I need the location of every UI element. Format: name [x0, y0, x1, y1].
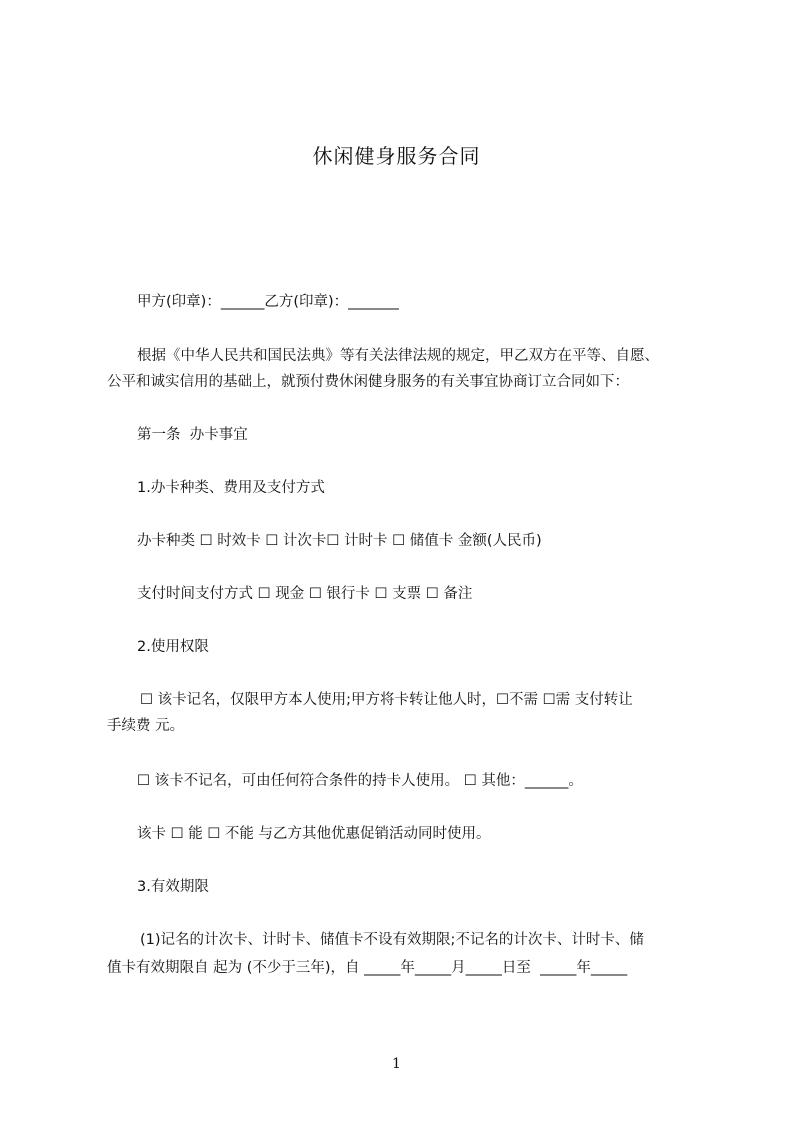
page-title: 休闲健身服务合同 [312, 144, 481, 168]
unnamed-card-line: ☐ 该卡不记名，可由任何符合条件的持卡人使用。 ☐ 其他：______。 [137, 773, 583, 789]
preamble-line-2: 公平和诚实信用的基础上，就预付费休闲健身服务的有关事宜协商订立合同如下： [107, 374, 629, 390]
preamble-line-1: 根据《中华人民共和国民法典》等有关法律法规的规定，甲乙双方在平等、自愿、 [137, 348, 659, 364]
item-3-heading: 3.有效期限 [137, 879, 209, 895]
validity-line-2: 值卡有效期限自 起为 (不少于三年)，自 _____年_____月_____日至 _____年_____ [107, 960, 628, 976]
payment-line: 支付时间支付方式 ☐ 现金 ☐ 银行卡 ☐ 支票 ☐ 备注 [137, 586, 473, 602]
page-number: 1 [392, 1056, 401, 1072]
card-types-line: 办卡种类 ☐ 时效卡 ☐ 计次卡☐ 计时卡 ☐ 储值卡 金额(人民币) [137, 533, 542, 549]
validity-line-1: (1)记名的计次卡、计时卡、储值卡不设有效期限;不记名的计次卡、计时卡、储 [140, 932, 644, 948]
item-1-heading: 1.办卡种类、费用及支付方式 [137, 480, 325, 496]
promotion-line: 该卡 ☐ 能 ☐ 不能 与乙方其他优惠促销活动同时使用。 [137, 826, 491, 842]
item-2-heading: 2.使用权限 [137, 639, 209, 655]
named-card-line-1: ☐ 该卡记名，仅限甲方本人使用;甲方将卡转让他人时，☐不需 ☐需 支付转让 [140, 692, 633, 708]
article-1-heading: 第一条 办卡事宜 [137, 427, 248, 443]
parties-line: 甲方(印章)：______乙方(印章)：_______ [137, 294, 399, 310]
named-card-line-2: 手续费 元。 [107, 718, 185, 734]
